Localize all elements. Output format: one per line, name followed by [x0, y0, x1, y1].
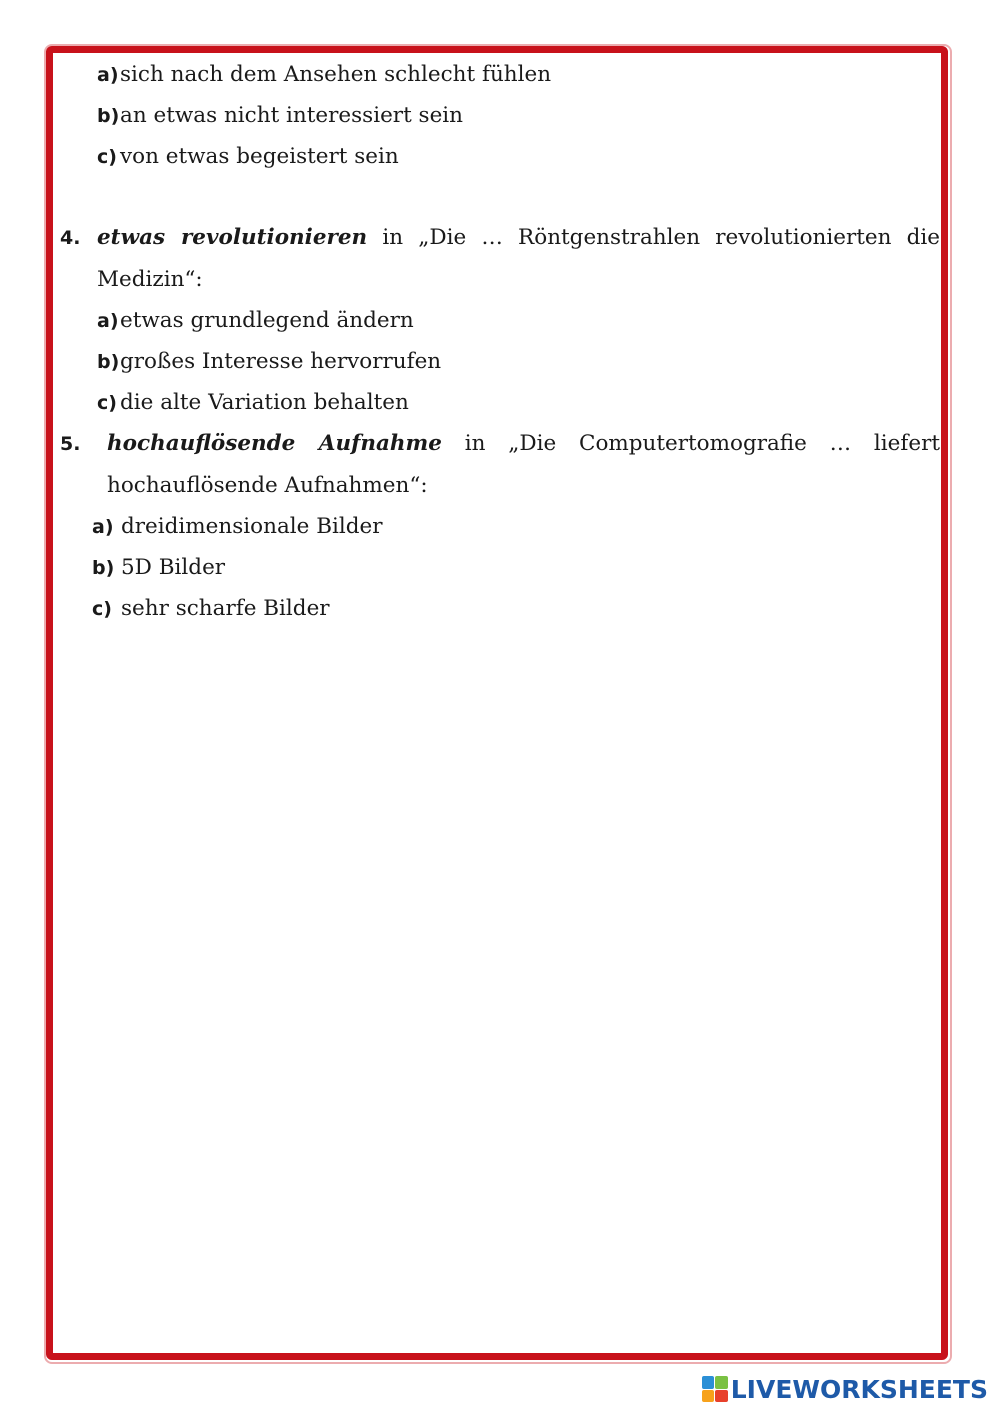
option-text: sehr scharfe Bilder: [121, 596, 330, 621]
option-row[interactable]: [60, 54, 940, 95]
option-row[interactable]: [60, 95, 940, 136]
liveworksheets-logo-icon: [702, 1376, 728, 1402]
question-text-rest: in „Die Computertomografie … liefert: [441, 431, 940, 456]
question-3-options: [60, 54, 940, 177]
question-text-continuation: Medizin“:: [97, 267, 203, 292]
question-5-prompt: [60, 423, 940, 465]
logo-square-green: [715, 1376, 728, 1389]
option-row[interactable]: [60, 341, 940, 382]
option-text: 5D Bilder: [121, 555, 226, 580]
question-text-rest: in „Die … Röntgenstrahlen revolutionierten die: [367, 225, 940, 250]
option-row[interactable]: [60, 136, 940, 177]
liveworksheets-brand[interactable]: [702, 1374, 988, 1404]
option-label: b): [97, 351, 120, 373]
question-text: [107, 423, 940, 464]
logo-square-orange: [702, 1390, 715, 1403]
option-label: a): [92, 516, 114, 538]
option-label: c): [97, 392, 117, 414]
option-label: c): [92, 598, 112, 620]
option-row[interactable]: [60, 588, 940, 629]
option-text: sich nach dem Ansehen schlecht fühlen: [120, 62, 552, 87]
question-term: hochauflösende Aufnahme: [107, 431, 442, 456]
logo-square-red: [715, 1390, 728, 1403]
option-text: an etwas nicht interessiert sein: [120, 103, 464, 128]
question-4: [60, 217, 940, 423]
question-4-prompt: [60, 217, 940, 259]
option-row[interactable]: [60, 300, 940, 341]
option-label: b): [97, 105, 120, 127]
worksheet-content: [60, 54, 940, 629]
option-label: a): [97, 64, 119, 86]
question-text: [97, 217, 940, 258]
option-row[interactable]: [60, 547, 940, 588]
brand-name: LIVEWORKSHEETS: [730, 1374, 988, 1404]
option-text: etwas grundlegend ändern: [120, 308, 414, 333]
question-term: etwas revolutionieren: [97, 225, 368, 250]
question-number: 5.: [60, 433, 81, 455]
option-label: c): [97, 146, 117, 168]
option-text: großes Interesse hervorrufen: [120, 349, 442, 374]
option-row[interactable]: [60, 382, 940, 423]
option-text: die alte Variation behalten: [120, 390, 409, 415]
logo-square-blue: [702, 1376, 715, 1389]
option-label: b): [92, 557, 115, 579]
option-row[interactable]: [60, 506, 940, 547]
question-text-continuation: hochauflösende Aufnahmen“:: [107, 473, 428, 498]
question-5: [60, 423, 940, 629]
option-text: dreidimensionale Bilder: [121, 514, 383, 539]
question-number: 4.: [60, 227, 81, 249]
option-label: a): [97, 310, 119, 332]
option-text: von etwas begeistert sein: [120, 144, 399, 169]
